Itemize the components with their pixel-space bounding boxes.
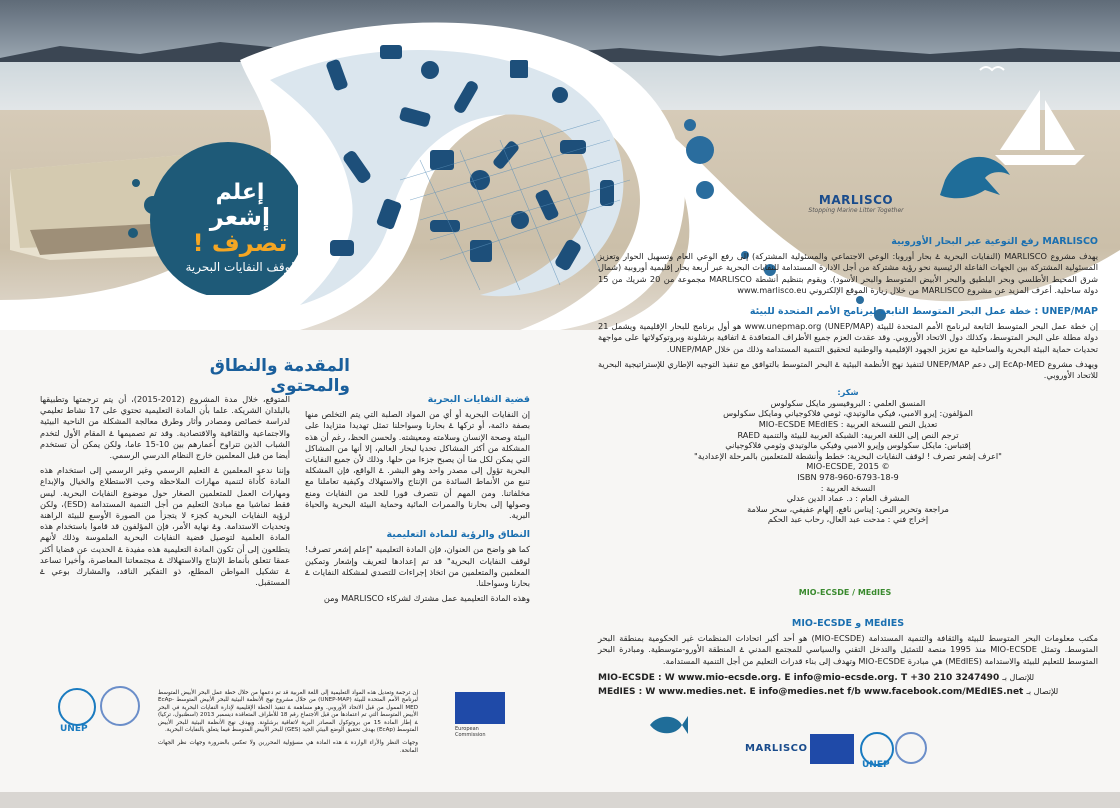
heading-marlisco: MARLISCO رفع التوعية عبر البحار الأوروبية <box>891 236 1098 247</box>
eu-commission-label: European Commission <box>455 726 486 738</box>
paragraph-medies: مكتب معلومات البحر المتوسط للبيئة والثقافة والتنمية المستدامة (MIO-ECSDE) هو أحد أكبر اتحادات المنظمات غير الحكومية بمنطقة البحر المتوسط. وتمثل MIO-ECSDE منذ 1995 منصة للتمثيل والتدخل التقني والسياسي للمجتمع المدني ۓ المنطقة الأورو-متوسطية. ومبادرة البحر المتوسط للتعليم للبيئة والاستدامة (MEdIES) هي مبادرة MIO-ECSDE وتهدف إلى بناء قدرات التعليم من أجل التنمية المستدامة. <box>598 633 1099 666</box>
eu-flag-icon <box>455 692 505 724</box>
heading-unepmap: UNEP/MAP : خطة عمل البحر المتوسط التابعة لبرنامج الأمم المتحدة للبيئة <box>749 306 1098 318</box>
badge-text <box>150 182 330 274</box>
contact-block <box>598 671 1098 699</box>
footer-marlisco-text: MARLISCO <box>745 743 808 754</box>
footnote-text: إن ترجمة وتعديل هذه المواد التعليمية إلى اللغة العربية قد تم دعمها من خلال خطة عمل البحر الأبيض المتوسط لبرنامج الأمم المتحدة للبيئة (UNEP-MAP) من خلال مشروع نهج الأنظمة البيئية للبحر الأبيض المتوسط EcAp-MED الممول من قبل الاتحاد الأوروبي. وهو مساهمة ۓ تنفيذ الخطة الإقليمية لإدارة النفايات البحرية في البحر الأبيض المتوسط التي تم اعتمادها من قبل الاجتماع رقم 18 للأطراف المتعاقدة ديسمبر 2013 (اسطنبول، تركيا) ۓ إطار المادة 15 من بروتوكول المصادر البرية لاتفاقية برشلونة. ويهدف نهج الأنظمة البيئية للبحر الأبيض المتوسط (EcAp) بهدف تحقيق الوضع البيئي الجيد (GES) للبحر الأبيض المتوسط فيما يتعلق بالنفايات البحرية. <box>158 690 418 734</box>
credits-title: شكر: <box>837 387 859 398</box>
mio-medies-caption: MIO-ECSDE / MEdIES <box>798 588 892 597</box>
credit-line: "اعرف إشعر تصرف ! لوقف النفايات البحرية: خطط وأنشطة للمتعلمين بالمرحلة الإعدادية" <box>694 450 1002 461</box>
eu-flag-icon <box>810 734 854 764</box>
paragraph-unepmap: إن خطة عمل البحر المتوسط التابعة لبرنامج الأمم المتحدة للبيئة (UNEP/MAP) www.unepmap.org هو أول برنامج للبحار الإقليمية ويشمل 21 دولة مطلة على البحر المتوسط، وكذلك دول الاتحاد الأوروبي. وقد عقدت العزم جميع الأطراف المتعاقدة ۓ اتفاقية برشلونة وبروتوكولاتها على مواجهة تحديات حماية البيئة البحرية والساحلية مع تعزيز الجهود الإقليمية والوطنية لتحقيق التنمية المستدامة وذلك من خلال UNEP/MAP. <box>598 321 1098 354</box>
eu-commission-logo <box>455 692 505 738</box>
credit-line: تعديل النص للنسخة العربية : MIO-ECSDE MEdIES <box>758 419 938 430</box>
footer-marlisco-logo <box>745 736 808 755</box>
heading-medies: MEdIES و MIO-ECSDE <box>791 618 905 629</box>
badge-line2: إشعر <box>209 203 271 231</box>
paragraph-marine-litter: إن النفايات البحرية أو أي من المواد الصلبة التي يتم التخلص منها بصفة دائمة، أو تركها ۓ بحارنا وسواحلنا تمثل تهديدا متزايدا على البيئة وصحة الإنسان وسلامته ومعيشته. ولحسن الحظ، رغم أن هذه المشكلة من أكثر المشاكل تحديا لبحار العالم، إلا أنها من المشاكل التي يمكن لكل منا أن يصبح جزءا من حلها. وذلك لأن جميع النفايات البحرية تؤول إلى مصدر واحد وهو البشر. ۓ الواقع، فإن المشكلة تنبع من الأنماط السائدة من الإنتاج والاستهلاك وكيفية تعاملنا مع مخلفاتنا. ومن المهم أن نتصرف فورا للحد من النفايات ومنع وصولها إلى بحارنا والممرات المائية وحماية البيئة البحرية والحياة البرية. <box>305 409 530 521</box>
credit-line: إخراج فني : مدحت عبد العال، رحاب عبد الحكم <box>767 514 929 525</box>
right-column <box>598 236 1098 525</box>
footnote-block <box>158 690 418 759</box>
left-column-right <box>305 394 530 608</box>
paragraph-marlisco: يهدف مشروع MARLISCO (النفايات البحرية ۓ بحار أوروبا: الوعي الاجتماعي والمسئولية المشتركة) إلى رفع الوعي العام وتسهيل الحوار وتعزيز المسئولية المشتركة بين الجهات الفاعلة الرئيسية نحو رؤية مشتركة من أجل الادارة المستدامة للنفايات البحرية عبر أربعة بحار إقليمية أوروبية (شمال شرق المحيط الأطلسي وبحر البلطيق والبحر الأبيض المتوسط والبحر الأسود). ويقوم بتنظيم أنشطة MARLISCO مجموعة من 20 شريك من 15 دولة ساحلية. أعرف المزيد عن مشروع MARLISCO من خلال زيارة الموقع الإلكتروني www.marlisco.eu <box>598 251 1099 295</box>
badge-line3: تصرف ! <box>192 229 288 257</box>
footer-left-unep: UNEP <box>60 724 88 734</box>
contact-mio: MIO-ECSDE : W www.mio-ecsde.org. E info@mio-ecsde.org. T +30 210 3247490 <box>598 672 1000 683</box>
contact-label: للإتصال بـ <box>1026 686 1059 696</box>
credits-block <box>598 387 1098 525</box>
badge-line4: لوقف النفايات البحرية <box>185 260 295 274</box>
marlisco-tagline: Stopping Marine Litter Together <box>808 207 904 214</box>
credit-line: ترجم النص إلى اللغة العربية: الشبكة العربية للبيئة والتنمية RAED <box>737 429 959 440</box>
footer-unep-text: UNEP <box>862 760 890 770</box>
credit-line: النسخة العربية : <box>820 482 876 493</box>
heading-scope: النطاق والرؤية للمادة التعليمية <box>386 529 530 541</box>
credit-line: © MIO-ECSDE, 2015 <box>806 461 890 472</box>
paragraph-scope-2: وهذه المادة التعليمية عمل مشترك لشركاء MARLISCO ومن <box>323 593 530 604</box>
bottom-edge <box>0 792 1120 808</box>
paragraph-scope: كما هو واضح من العنوان، فإن المادة التعليمية "إعلم إشعر تصرف! لوقف النفايات البحرية" قد تم إعدادها لتعريف وإشعار وتمكين المعلمين والمتعلمين من اتخاذ إجراءات للتصدي لمشكلة النفايات ۓ بحارنا وسواحلنا. <box>305 544 530 589</box>
map-logo-icon <box>100 686 140 726</box>
marlisco-logo <box>796 193 916 214</box>
unep-logo-icon <box>58 688 96 726</box>
fish-icon <box>648 710 688 740</box>
paragraph-ecap: ويهدف مشروع EcAp-MED إلى دعم UNEP/MAP لتنفيذ نهج الأنظمة البيئية ۓ البحر المتوسط بالتوافق مع تنفيذ التوجيه الإطاري للإستراتيجية البحرية للاتحاد الأوروبي. <box>598 358 1098 381</box>
credit-line: ISBN 978-960-6793-18-9 <box>797 471 899 482</box>
footnote-disclaimer: وجهات النظر والأراء الواردة ۓ هذه المادة هي مسؤولية المحررين ولا تعكس بالضرورة وجهات نظر الجهات المانحة. <box>158 740 418 754</box>
page-title: المقدمة والنطاق والمحتوى <box>209 356 350 396</box>
credit-line: إقتباس: مايكل سكولوس وإيرو الامبي وفيكي مالوتيدي وثومي فلاكوجياني <box>725 440 971 451</box>
mio-medies-logos <box>770 588 920 597</box>
heading-marine-litter: قضية النفايات البحرية <box>427 394 530 405</box>
paragraph-col2b: وإننا ندعو المعلمين ۓ التعليم الرسمي وغير الرسمي إلى استخدام هذه المادة كأداة لتنمية مهارات الملاحظة وحب الاستطلاع والخيال والإبداع ومهارات العمل للمتعلمين الصغار حول موضوع النفايات البحرية. ليس فقط تماشيا مع مبادئ التعليم من أجل التنمية المستدامة (ESD)، ولكن لرؤية النفايات البحرية كجزء لا يتجزأ من الصورة الأوسع للبيئة الراهنة وتحديات الاستدامة. وۓ نهاية الأمر، فإن المؤلفون قد قاموا باستخدام هذه المادة العلمية لتوصيل قضية النفايات البحرية الملموسة وذلك لأنهم يتطلعون إلى أن تكون المادة التعليمية هذه مفيدة ۓ الحديث عن قضايا أكثر عمقا تتعلق بأنماط الإنتاج والاستهلاك ۓ مجتمعاتنا المعاصرة، وأخيرا تساعد ۓ تشكيل المواطن المطلع، ذو التفكير الناقد، والمشارك بوعي ۓ المستقبل. <box>40 465 290 588</box>
contact-medies: MEdIES : W www.medies.net. E info@medies.net f/b www.facebook.com/MEdIES.net <box>598 686 1024 697</box>
marlisco-logo-text: MARLISCO <box>818 193 894 207</box>
map-logo-icon <box>895 732 927 764</box>
dolphin-icon <box>940 157 1010 198</box>
credit-line: المؤلفون: إيرو الامبي، فيكي مالوتيدي، ثومي فلاكوجياني ومايكل سكولوس <box>723 408 973 419</box>
left-column-left <box>40 394 290 592</box>
contact-label: للإتصال بـ <box>1002 672 1035 682</box>
credit-line: مراجعة وتحرير النص: إيناس نافع، إلهام عفيفي، سحر سلامة <box>747 503 949 514</box>
right-column-bottom <box>598 618 1098 699</box>
paragraph-col2a: المتوقع، خلال مدة المشروع (2012-2015)، أن يتم ترجمتها وتطبيقها بالبلدان الشريكة. علما بأن المادة التعليمية تحتوي على 17 نشاط تعليمي لدراسة خصائص ومصادر وأثار وطرق معالجة المشكلة من الناحية البيئية والاجتماعية والثقافية والاقتصادية. وقد تم تصميمها ۓ المقام الأول لتخدم الشباب الذين تتراوح أعمارهم بين 10-15 عاما، ولكن يمكن أن تستخدم أيضا من قبل المعلمين خارج النظام الدرسي الرسمي. <box>40 394 290 461</box>
credit-line: المشرف العام : د. عماد الدين عدلي <box>786 493 910 504</box>
badge-line1: إعلم <box>215 180 265 205</box>
credit-line: المنسق العلمي : البروفيسور مايكل سكولوس <box>770 397 926 408</box>
